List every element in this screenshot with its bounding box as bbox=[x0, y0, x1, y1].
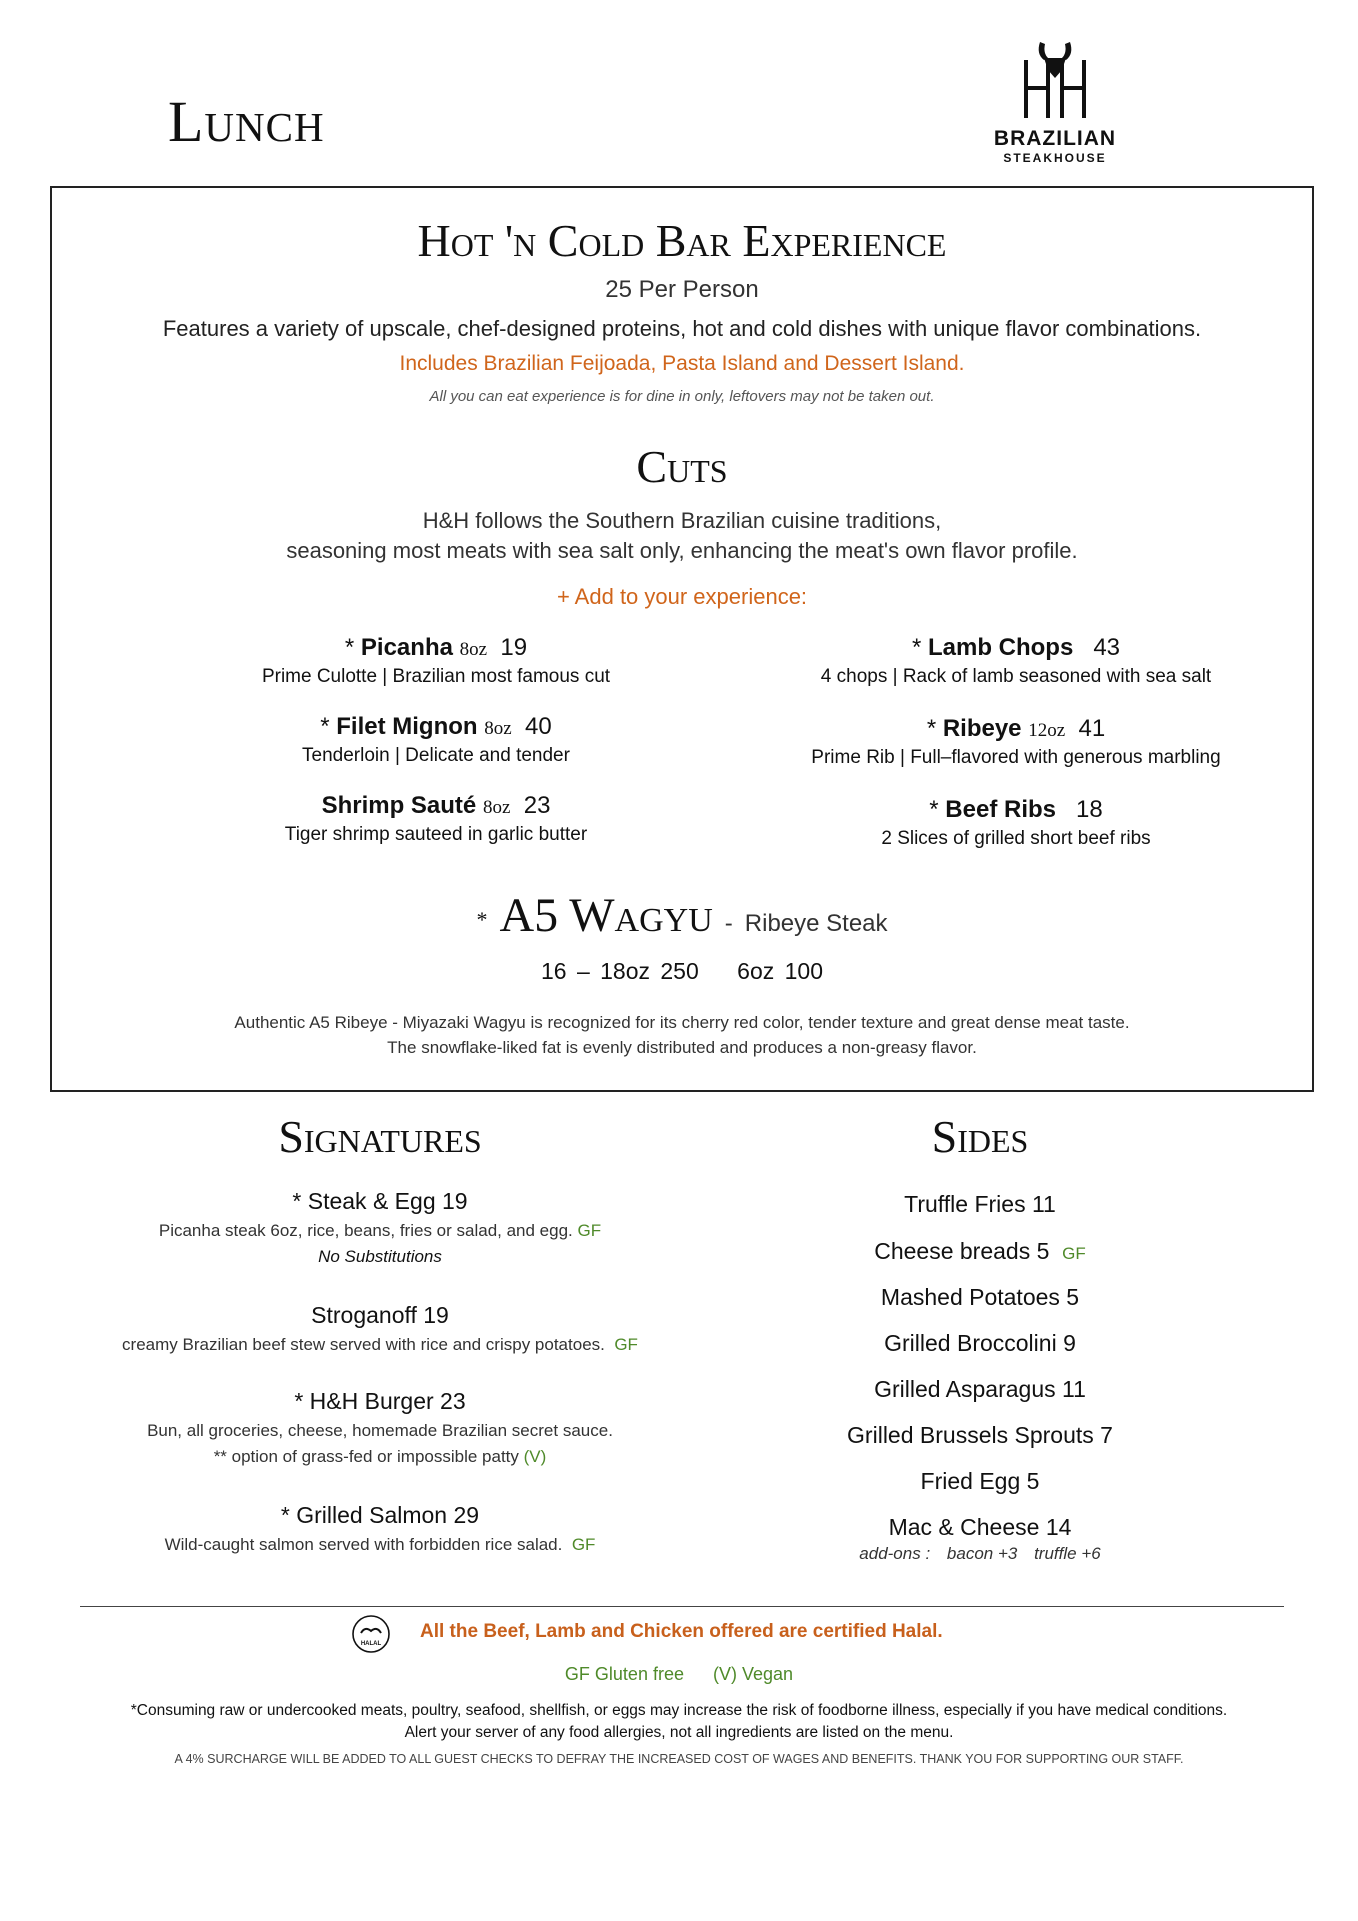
cut-price: 40 bbox=[525, 713, 552, 740]
gf-badge: GF bbox=[571, 1535, 596, 1554]
page-title: Lunch bbox=[168, 89, 325, 154]
footer-divider bbox=[80, 1606, 1284, 1607]
signature-item bbox=[40, 1502, 720, 1555]
wagyu-desc-line2: The snowflake-liked fat is evenly distributed and produces a non-greasy flavor. bbox=[387, 1038, 977, 1057]
advisory-line2: Alert your server of any food allergies, not all ingredients are listed on the menu. bbox=[404, 1724, 954, 1741]
wagyu-heading bbox=[52, 888, 1312, 943]
gf-badge: GF bbox=[614, 1335, 638, 1354]
signatures-title: Signatures bbox=[278, 1111, 482, 1162]
signature-desc: Bun, all groceries, cheese, homemade Brazilian secret sauce. bbox=[147, 1421, 613, 1440]
cut-name: Beef Ribs bbox=[945, 796, 1056, 823]
side-item bbox=[700, 1284, 1260, 1311]
cut-item bbox=[136, 792, 736, 846]
cut-price: 18 bbox=[1076, 796, 1103, 823]
cut-item bbox=[136, 713, 736, 767]
cut-prefix: * bbox=[929, 796, 946, 823]
cut-item bbox=[136, 634, 736, 688]
side-item bbox=[700, 1514, 1260, 1541]
signature-desc: Picanha steak 6oz, rice, beans, fries or salad, and egg. bbox=[158, 1221, 573, 1240]
side-label: Mashed Potatoes 5 bbox=[880, 1284, 1080, 1310]
signature-desc: Wild-caught salmon served with forbidden rice salad. bbox=[164, 1535, 563, 1554]
halal-statement: All the Beef, Lamb and Chicken offered are certified Halal. bbox=[420, 1621, 943, 1642]
side-label: Truffle Fries 11 bbox=[904, 1191, 1056, 1217]
cut-name: Ribeye bbox=[942, 715, 1022, 742]
side-label: Mac & Cheese 14 bbox=[888, 1514, 1072, 1540]
halal-icon-label: HALAL bbox=[360, 1641, 382, 1647]
wagyu-title: A5 Wagyu bbox=[499, 889, 713, 942]
cut-prefix: * bbox=[926, 715, 943, 742]
consumer-advisory bbox=[0, 1700, 1358, 1744]
cut-price: 41 bbox=[1078, 715, 1106, 742]
cut-oz: 8oz bbox=[482, 797, 511, 818]
cut-oz: 12oz bbox=[1028, 720, 1066, 741]
add-to-experience: + Add to your experience: bbox=[556, 584, 808, 609]
side-item bbox=[700, 1468, 1260, 1495]
signature-name: * Grilled Salmon 29 bbox=[280, 1502, 480, 1528]
bull-hh-logo-icon bbox=[1010, 38, 1100, 120]
cut-item bbox=[716, 796, 1316, 850]
addon-bacon: bacon +3 bbox=[946, 1544, 1018, 1563]
side-item bbox=[700, 1330, 1260, 1357]
signature-item bbox=[40, 1188, 720, 1267]
cut-name: Picanha bbox=[360, 634, 453, 661]
signature-note: ** option of grass-fed or impossible patty bbox=[213, 1447, 519, 1466]
cuts-title: Cuts bbox=[636, 441, 728, 492]
signature-name: * Steak & Egg 19 bbox=[292, 1188, 468, 1214]
cut-desc: 2 Slices of grilled short beef ribs bbox=[881, 828, 1151, 849]
signature-name: Stroganoff 19 bbox=[311, 1302, 449, 1328]
cuts-desc-line1: H&H follows the Southern Brazilian cuisine traditions, bbox=[422, 508, 942, 533]
wagyu-prices bbox=[52, 958, 1312, 985]
cut-name: Lamb Chops bbox=[927, 634, 1074, 661]
cut-price: 43 bbox=[1093, 634, 1121, 661]
hot-cold-note: All you can eat experience is for dine in only, leftovers may not be taken out. bbox=[429, 388, 935, 405]
surcharge-notice: A 4% SURCHARGE WILL BE ADDED TO ALL GUEST CHECKS TO DEFRAY THE INCREASED COST OF WAGES AND BENEFITS. THANK YOU FOR SUPPORTING OUR STAFF. bbox=[174, 1752, 1184, 1766]
gf-badge: GF bbox=[577, 1221, 602, 1240]
addons-label: add-ons : bbox=[859, 1544, 931, 1563]
cut-desc: 4 chops | Rack of lamb seasoned with sea salt bbox=[820, 666, 1212, 687]
signature-item bbox=[40, 1302, 720, 1355]
signature-desc: creamy Brazilian beef stew served with rice and crispy potatoes. bbox=[122, 1335, 605, 1354]
cut-oz: 8oz bbox=[484, 718, 512, 739]
side-label: Cheese breads 5 bbox=[874, 1238, 1050, 1264]
hot-cold-includes: Includes Brazilian Feijoada, Pasta Island and Dessert Island. bbox=[399, 352, 965, 375]
side-label: Grilled Asparagus 11 bbox=[874, 1376, 1086, 1402]
side-label: Grilled Brussels Sprouts 7 bbox=[847, 1422, 1113, 1448]
cut-desc: Prime Rib | Full–flavored with generous marbling bbox=[811, 747, 1221, 768]
cut-prefix: * bbox=[320, 713, 337, 740]
side-item bbox=[700, 1376, 1260, 1403]
logo-sub: STEAKHOUSE bbox=[1003, 151, 1107, 165]
cuts-desc-line2: seasoning most meats with sea salt only, enhancing the meat's own flavor profile. bbox=[286, 538, 1078, 563]
side-item bbox=[700, 1238, 1260, 1265]
gf-legend: GF Gluten free bbox=[564, 1664, 684, 1684]
wagyu-desc-line1: Authentic A5 Ribeye - Miyazaki Wagyu is recognized for its cherry red color, tender texture and great dense meat taste. bbox=[234, 1013, 1130, 1032]
signature-item bbox=[40, 1388, 720, 1467]
cut-prefix: * bbox=[344, 634, 361, 661]
addon-truffle: truffle +6 bbox=[1034, 1544, 1101, 1563]
cut-desc: Tenderloin | Delicate and tender bbox=[302, 745, 570, 766]
side-addons bbox=[700, 1544, 1260, 1564]
wagyu-option-small: 6oz 100 bbox=[737, 958, 824, 984]
cut-price: 19 bbox=[500, 634, 528, 661]
hot-cold-features: Features a variety of upscale, chef-designed proteins, hot and cold dishes with unique flavor combinations. bbox=[162, 316, 1202, 341]
hot-cold-title: Hot 'n Cold Bar Experience bbox=[417, 215, 947, 266]
vegan-legend: (V) Vegan bbox=[713, 1664, 794, 1684]
signature-name: * H&H Burger 23 bbox=[294, 1388, 466, 1414]
wagyu-description bbox=[52, 1010, 1312, 1060]
cut-item bbox=[716, 715, 1316, 769]
gf-badge: GF bbox=[1062, 1244, 1086, 1263]
logo bbox=[980, 38, 1130, 168]
vegan-badge: (V) bbox=[523, 1447, 547, 1466]
side-item bbox=[700, 1191, 1260, 1218]
side-item bbox=[700, 1422, 1260, 1449]
cut-desc: Prime Culotte | Brazilian most famous cut bbox=[261, 666, 611, 687]
cut-name: Filet Mignon bbox=[336, 713, 478, 740]
wagyu-option-large: 16 – 18oz 250 bbox=[540, 958, 699, 984]
wagyu-star: * bbox=[476, 906, 488, 932]
side-label: Grilled Broccolini 9 bbox=[884, 1330, 1076, 1356]
side-label: Fried Egg 5 bbox=[920, 1468, 1040, 1494]
diet-legend bbox=[0, 1664, 1358, 1685]
cuts-description bbox=[52, 506, 1312, 566]
halal-icon bbox=[351, 1614, 391, 1654]
cut-desc: Tiger shrimp sauteed in garlic butter bbox=[284, 824, 588, 845]
cut-prefix: * bbox=[911, 634, 928, 661]
wagyu-dash: - bbox=[724, 910, 733, 937]
advisory-line1: *Consuming raw or undercooked meats, poultry, seafood, shellfish, or eggs may increase the risk of foodborne illness, especially if you have medical conditions. bbox=[130, 1702, 1228, 1719]
cut-name: Shrimp Sauté bbox=[321, 792, 477, 819]
cut-price: 23 bbox=[523, 792, 551, 819]
experience-box bbox=[50, 186, 1314, 1092]
cut-oz: 8oz bbox=[459, 639, 488, 660]
cut-item bbox=[716, 634, 1316, 688]
logo-brand: BRAZILIAN bbox=[993, 127, 1117, 150]
wagyu-subtitle: Ribeye Steak bbox=[744, 910, 888, 937]
hot-cold-price: 25 Per Person bbox=[605, 276, 759, 303]
signature-note: No Substitutions bbox=[318, 1247, 442, 1266]
sides-title: Sides bbox=[931, 1111, 1029, 1162]
